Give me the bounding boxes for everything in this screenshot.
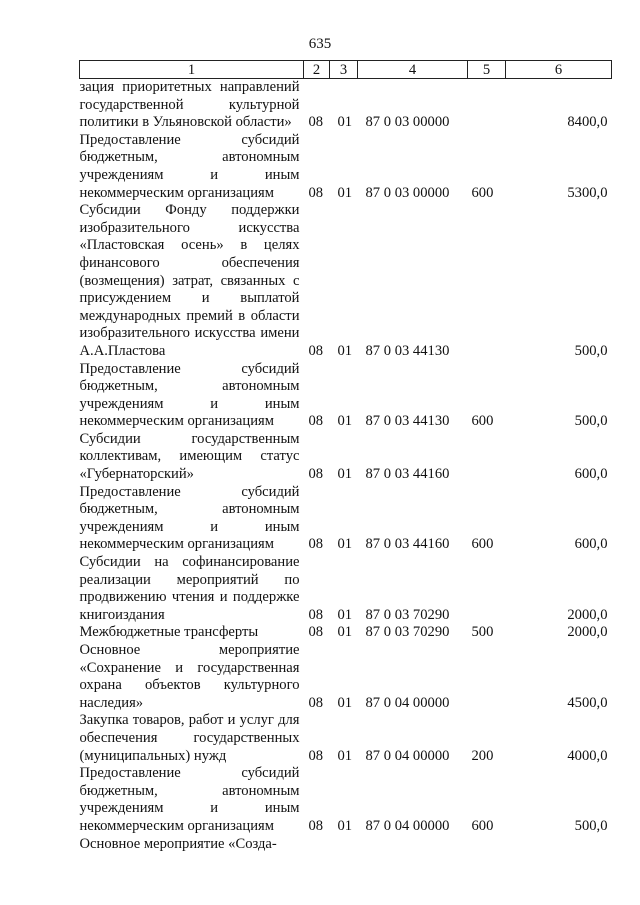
table-body xyxy=(80,79,612,854)
table-row xyxy=(80,712,612,765)
column-header-1: 1 xyxy=(80,61,304,79)
row-section-cell xyxy=(304,836,330,854)
row-subsection-cell: 01 xyxy=(337,342,353,359)
row-amount-cell: 4000,0 xyxy=(567,747,608,764)
row-section-cell: 08 xyxy=(308,342,324,359)
row-expense-type-cell xyxy=(468,642,506,712)
table-header xyxy=(80,61,612,79)
row-subsection-cell: 01 xyxy=(337,606,353,623)
row-section-cell: 08 xyxy=(308,606,324,623)
row-target-code-cell: 87 0 04 00000 xyxy=(365,747,450,764)
row-target-code-cell: 87 0 04 00000 xyxy=(365,694,450,711)
row-target-code-cell: 87 0 03 44160 xyxy=(365,466,450,483)
row-section-cell: 08 xyxy=(308,114,324,131)
row-section-cell: 08 xyxy=(308,817,324,834)
table-row xyxy=(80,484,612,554)
row-subsection-cell: 01 xyxy=(337,817,353,834)
row-subsection-cell: 01 xyxy=(337,413,353,430)
column-header-4: 4 xyxy=(358,61,468,79)
row-name-cell: Предоставление субсидий бюджетным, автономным учреждениям и иным некоммерческим организациям xyxy=(79,360,300,430)
table-row xyxy=(80,765,612,835)
row-expense-type-cell xyxy=(468,79,506,132)
row-name-cell: Закупка товаров, работ и услуг для обеспечения государственных (муниципальных) нужд xyxy=(79,712,300,764)
row-expense-type-cell: 600 xyxy=(471,817,494,834)
row-subsection-cell: 01 xyxy=(337,747,353,764)
row-expense-type-cell xyxy=(468,431,506,484)
row-subsection-cell: 01 xyxy=(337,114,353,131)
row-target-code-cell xyxy=(358,836,468,854)
row-amount-cell: 2000,0 xyxy=(567,606,608,623)
row-section-cell: 08 xyxy=(308,747,324,764)
row-name-cell: Субсидии государственным коллективам, имеющим статус «Губернаторский» xyxy=(79,430,300,483)
row-target-code-cell: 87 0 03 00000 xyxy=(365,184,450,201)
row-amount-cell: 600,0 xyxy=(574,536,608,553)
row-expense-type-cell: 600 xyxy=(471,536,494,553)
row-amount-cell: 500,0 xyxy=(574,413,608,430)
row-amount-cell: 500,0 xyxy=(574,817,608,834)
row-section-cell: 08 xyxy=(308,184,324,201)
row-amount-cell: 5300,0 xyxy=(567,184,608,201)
row-amount-cell: 4500,0 xyxy=(567,694,608,711)
row-amount-cell: 600,0 xyxy=(574,466,608,483)
row-subsection-cell: 01 xyxy=(337,184,353,201)
row-target-code-cell: 87 0 03 44130 xyxy=(365,342,450,359)
row-amount-cell: 8400,0 xyxy=(567,114,608,131)
table-row xyxy=(80,132,612,202)
table-row xyxy=(80,202,612,360)
row-target-code-cell: 87 0 03 44130 xyxy=(365,413,450,430)
row-name-cell: Субсидии Фонду поддержки изобразительного искусства «Пластовская осень» в целях финансового обеспечения (возмещения) затрат, связанных с присуждением и выплатой международных премий в области изобразительного искусства имени А.А.Пластова xyxy=(79,202,300,359)
row-subsection-cell: 01 xyxy=(337,694,353,711)
row-name-cell: Субсидии на софинансирование реализации мероприятий по продвижению чтения и поддержке книгоиздания xyxy=(79,554,300,623)
row-section-cell: 08 xyxy=(308,536,324,553)
table-row xyxy=(80,836,612,854)
row-expense-type-cell xyxy=(468,836,506,854)
table-row xyxy=(80,79,612,132)
row-subsection-cell: 01 xyxy=(337,536,353,553)
row-target-code-cell: 87 0 03 00000 xyxy=(365,114,450,131)
row-target-code-cell: 87 0 03 70290 xyxy=(365,606,450,623)
table-row xyxy=(80,642,612,712)
budget-table xyxy=(79,60,612,853)
row-name-cell: Основное мероприятие «Сохранение и государственная охрана объектов культурного наследия» xyxy=(79,642,300,711)
table-row xyxy=(80,624,612,642)
row-amount-cell: 2000,0 xyxy=(567,624,608,641)
row-section-cell: 08 xyxy=(308,694,324,711)
row-subsection-cell xyxy=(330,836,358,854)
column-header-5: 5 xyxy=(468,61,506,79)
row-target-code-cell: 87 0 03 70290 xyxy=(365,624,450,641)
column-header-2: 2 xyxy=(304,61,330,79)
row-name-cell: Межбюджетные трансферты xyxy=(79,624,259,641)
row-section-cell: 08 xyxy=(308,624,324,641)
row-subsection-cell: 01 xyxy=(337,466,353,483)
row-expense-type-cell: 500 xyxy=(471,624,494,641)
row-expense-type-cell xyxy=(468,202,506,360)
row-expense-type-cell: 600 xyxy=(471,413,494,430)
row-name-cell: Основное мероприятие «Созда- xyxy=(79,835,277,852)
row-section-cell: 08 xyxy=(308,413,324,430)
row-name-cell: зация приоритетных направлений государственной культурной политики в Ульяновской области» xyxy=(79,79,300,131)
row-expense-type-cell xyxy=(468,554,506,624)
row-name-cell: Предоставление субсидий бюджетным, автономным учреждениям и иным некоммерческим организациям xyxy=(79,483,300,553)
row-target-code-cell: 87 0 03 44160 xyxy=(365,536,450,553)
row-expense-type-cell: 200 xyxy=(471,747,494,764)
row-expense-type-cell: 600 xyxy=(471,184,494,201)
table-row xyxy=(80,361,612,431)
row-target-code-cell: 87 0 04 00000 xyxy=(365,817,450,834)
column-header-3: 3 xyxy=(330,61,358,79)
row-section-cell: 08 xyxy=(308,466,324,483)
row-subsection-cell: 01 xyxy=(337,624,353,641)
table-row xyxy=(80,431,612,484)
row-amount-cell xyxy=(506,836,612,854)
row-name-cell: Предоставление субсидий бюджетным, автономным учреждениям и иным некоммерческим организациям xyxy=(79,131,300,201)
column-header-6: 6 xyxy=(506,61,612,79)
row-name-cell: Предоставление субсидий бюджетным, автономным учреждениям и иным некоммерческим организациям xyxy=(79,765,300,834)
page-number: 635 xyxy=(308,36,332,52)
table-row xyxy=(80,554,612,624)
row-amount-cell: 500,0 xyxy=(574,342,608,359)
